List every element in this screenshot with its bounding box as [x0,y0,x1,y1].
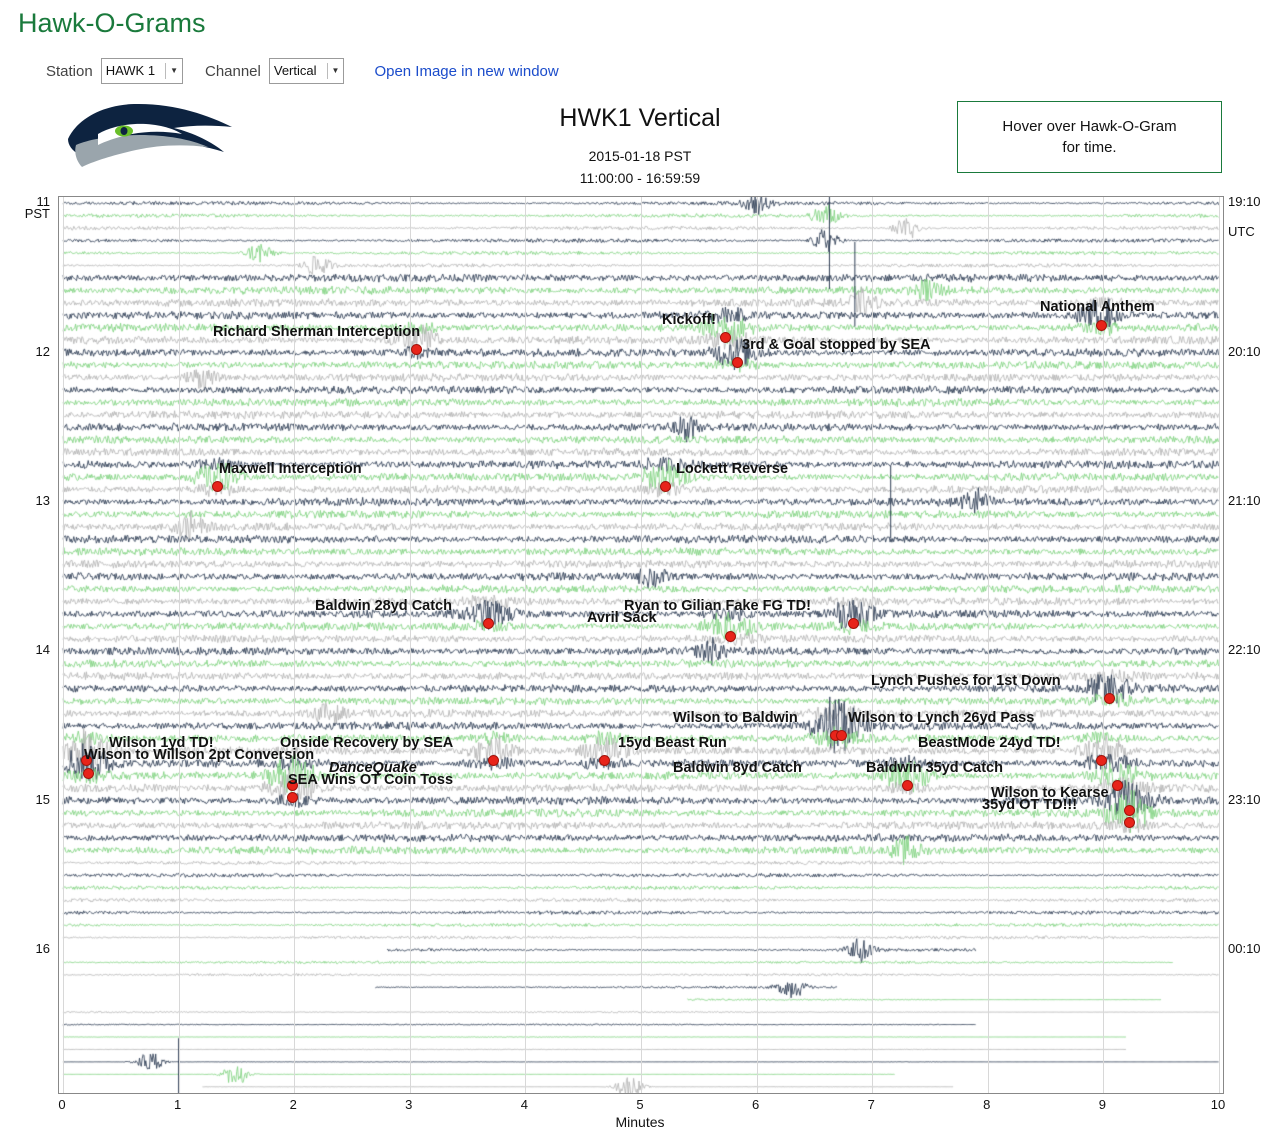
event-label: Onside Recovery by SEA [280,735,454,751]
left-axis-units: PST [24,206,50,221]
open-image-link[interactable]: Open Image in new window [374,62,559,80]
x-axis-tick: 1 [173,1097,182,1112]
left-axis-tick: 13 [35,492,50,508]
station-select-value: HAWK 1 [105,63,156,78]
right-axis-tick: 23:10 [1228,791,1261,807]
page-title: Hawk-O-Grams [18,8,206,38]
event-label: Kickoff! [662,312,716,328]
channel-select-value: Vertical [273,63,317,78]
chevron-down-icon: ▼ [327,63,340,79]
event-label: 35yd OT TD!!! [982,797,1078,813]
event-marker-dot[interactable] [83,768,94,779]
grid-line [525,197,526,1093]
right-axis-tick: 00:10 [1228,940,1261,956]
right-axis-tick: 21:10 [1228,492,1261,508]
grid-line [179,197,180,1093]
channel-select[interactable] [269,58,345,84]
event-label: BeastMode 24yd TD! [918,735,1061,751]
event-marker-dot[interactable] [1096,320,1107,331]
hover-hint-line2: for time. [1062,139,1117,156]
hover-hint-line1: Hover over Hawk-O-Gram [1002,118,1177,135]
left-axis-tick: 14 [35,642,50,658]
x-axis-tick: 10 [1210,1097,1226,1112]
chevron-down-icon: ▼ [165,63,178,79]
right-axis-tick: 22:10 [1228,642,1261,658]
event-label: Avril Sack [587,610,657,626]
grid-line [872,197,873,1093]
x-axis-tick: 0 [58,1097,66,1112]
event-label: Wilson to Baldwin [673,710,798,726]
x-axis-tick: 7 [867,1097,875,1112]
event-label: Wilson to Willson 2pt Conversion [84,747,315,763]
left-axis-tick: 15 [35,791,50,807]
event-label: 3rd & Goal stopped by SEA [742,337,931,353]
event-label: Maxwell Interception [219,461,362,477]
event-marker-dot[interactable] [848,618,859,629]
grid-line [641,197,642,1093]
event-marker-dot[interactable] [732,357,743,368]
event-marker-dot[interactable] [1124,817,1135,828]
event-label: DanceQuake [329,760,417,776]
event-marker-dot[interactable] [599,755,610,766]
x-axis-label: Minutes [615,1114,665,1130]
helicorder-plot[interactable] [58,196,1224,1094]
event-label: SEA Wins OT Coin Toss [288,772,454,788]
channel-label: Channel [204,62,261,80]
station-label: Station [46,62,93,80]
event-marker-dot[interactable] [725,631,736,642]
event-marker-dot[interactable] [212,481,223,492]
event-label: Baldwin 8yd Catch [673,760,802,776]
event-marker-dot[interactable] [411,344,422,355]
left-axis-tick: 11 [36,194,50,210]
event-label: Lockett Reverse [676,461,789,477]
event-marker-dot[interactable] [287,792,298,803]
x-axis-tick: 8 [983,1097,991,1112]
station-select[interactable] [101,58,183,84]
event-label: Baldwin 35yd Catch [866,760,1003,776]
x-axis-tick: 5 [636,1097,644,1112]
grid-line [1103,197,1104,1093]
chart-subtitle-date: 2015-01-18 PST [588,148,692,164]
left-axis-tick: 12 [35,343,50,359]
x-axis-tick: 6 [751,1097,760,1112]
x-axis-tick: 9 [1098,1097,1106,1112]
grid-line [988,197,989,1093]
event-label: Richard Sherman Interception [213,324,421,340]
hover-hint-box [957,101,1222,173]
event-marker-dot[interactable] [660,481,671,492]
event-marker-dot[interactable] [836,730,847,741]
chart-subtitle-range: 11:00:00 - 16:59:59 [579,170,701,186]
event-label: Baldwin 28yd Catch [315,598,452,614]
x-axis-tick: 3 [405,1097,413,1112]
event-label: Wilson to Kearse [991,785,1109,801]
left-axis-tick: 16 [35,940,50,956]
event-label: 15yd Beast Run [618,735,727,751]
controls-bar [46,58,559,84]
x-axis-tick: 2 [289,1097,297,1112]
event-marker-dot[interactable] [1104,693,1115,704]
grid-line [63,197,64,1093]
right-axis-tick: 20:10 [1228,343,1261,359]
event-marker-dot[interactable] [720,332,731,343]
event-marker-dot[interactable] [1112,780,1123,791]
event-marker-dot[interactable] [1124,805,1135,816]
grid-line [757,197,758,1093]
event-marker-dot[interactable] [488,755,499,766]
chart-title: HWK1 Vertical [559,104,721,132]
event-marker-dot[interactable] [902,780,913,791]
event-label: National Anthem [1040,299,1155,315]
event-label: Wilson to Lynch 26yd Pass [848,710,1035,726]
right-axis-units: UTC [1228,224,1255,239]
event-marker-dot[interactable] [1096,755,1107,766]
right-axis-tick: 19:10 [1228,194,1261,210]
grid-line [1219,197,1220,1093]
event-marker-dot[interactable] [483,618,494,629]
event-label: Ryan to Gilian Fake FG TD! [624,598,811,614]
event-label: Lynch Pushes for 1st Down [871,673,1061,689]
x-axis-tick: 4 [520,1097,528,1112]
event-label: Wilson 1yd TD! [109,735,214,751]
